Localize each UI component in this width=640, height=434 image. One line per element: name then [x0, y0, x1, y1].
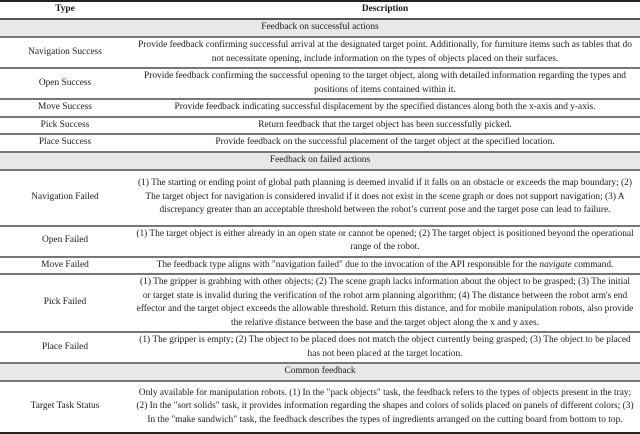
- section-header-common: [0, 363, 640, 381]
- description-prefix: The feedback type aligns with "navigation failed" due to the invocation of the API responsible for the: [156, 259, 540, 270]
- navigate-command-emphasis: navigate: [539, 259, 572, 270]
- column-header-type: Type: [0, 1, 130, 19]
- type-cell: Place Failed: [0, 332, 130, 363]
- description-cell: Provide feedback indicating successful displacement by the specified distances along both the x-axis and y-axis.: [130, 99, 640, 117]
- table-row-navigation-failed: [0, 170, 640, 226]
- type-cell: Target Task Status: [0, 381, 130, 433]
- description-cell: (1) The starting or ending point of global path planning is deemed invalid if it falls on an obstacle or exceeds the map boundary; (2) The target object for navigation is considered invalid if it does not exist in the scene graph or does not support navigation; (3) A discrepancy greater than an acceptable threshold between the robot’s current pose and the target pose can lead to failure.: [130, 170, 640, 226]
- section-header-success: [0, 19, 640, 37]
- header-row: [0, 1, 640, 19]
- type-cell: Move Success: [0, 99, 130, 117]
- description-cell: Provide feedback on the successful placement of the target object at the specified location.: [130, 134, 640, 152]
- table-row-pick-success: [0, 117, 640, 135]
- table-row-navigation-success: [0, 37, 640, 68]
- description-cell: (1) The gripper is empty; (2) The object to be placed does not match the object currently being grasped; (3) The object to be placed has not been placed at the target location.: [130, 332, 640, 363]
- table-row-open-failed: [0, 226, 640, 257]
- description-suffix: command.: [571, 259, 614, 270]
- table-row-place-failed: [0, 332, 640, 363]
- section-header-failed: [0, 152, 640, 170]
- type-cell: Pick Success: [0, 117, 130, 135]
- description-cell: Provide feedback confirming the successful opening to the target object, along with detailed information regarding the types and positions of items contained within it.: [130, 68, 640, 99]
- table-row-place-success: [0, 134, 640, 152]
- description-cell: Return feedback that the target object has been successfully picked.: [130, 117, 640, 135]
- description-cell: Provide feedback confirming successful arrival at the designated target point. Additionally, for furniture items such as tables that do not necessitate opening, include information on the types of objects placed on their surfaces.: [130, 37, 640, 68]
- type-cell: Navigation Success: [0, 37, 130, 68]
- description-cell: (1) The gripper is grabbing with other objects; (2) The scene graph lacks information about the object to be grasped; (3) The initial or target state is invalid during the verification of the robot arm planning algorithm; (4) The distance between the robot arm's end effector and the target object exceeds the allowable threshold. Return this distance, and for mobile manipulation robots, also provide the relative distance between the base and the target object along the x and y axes.: [130, 274, 640, 332]
- description-cell: [130, 257, 640, 275]
- description-cell: Only available for manipulation robots. (1) In the "pack objects" task, the feedback refers to the types of objects present in the tray; (2) In the "sort solids" task, it provides information regarding the shapes and colors of solids placed on panels of different colors; (3) In the "make sandwich" task, the feedback describes the types of ingredients arranged on the cutting board from bottom to top.: [130, 381, 640, 433]
- table-row-pick-failed: [0, 274, 640, 332]
- table-row-move-success: [0, 99, 640, 117]
- table-row-move-failed: [0, 257, 640, 275]
- type-cell: Place Success: [0, 134, 130, 152]
- table-row-target-task-status: [0, 381, 640, 433]
- type-cell: Open Success: [0, 68, 130, 99]
- type-cell: Open Failed: [0, 226, 130, 257]
- column-header-description: Description: [130, 1, 640, 19]
- table-row-open-success: [0, 68, 640, 99]
- section-title: Common feedback: [0, 363, 640, 381]
- description-cell: (1) The target object is either already in an open state or cannot be opened; (2) The target object is positioned beyond the operational range of the robot.: [130, 226, 640, 257]
- type-cell: Navigation Failed: [0, 170, 130, 226]
- section-title: Feedback on successful actions: [0, 19, 640, 37]
- type-cell: Pick Failed: [0, 274, 130, 332]
- type-cell: Move Failed: [0, 257, 130, 275]
- section-title: Feedback on failed actions: [0, 152, 640, 170]
